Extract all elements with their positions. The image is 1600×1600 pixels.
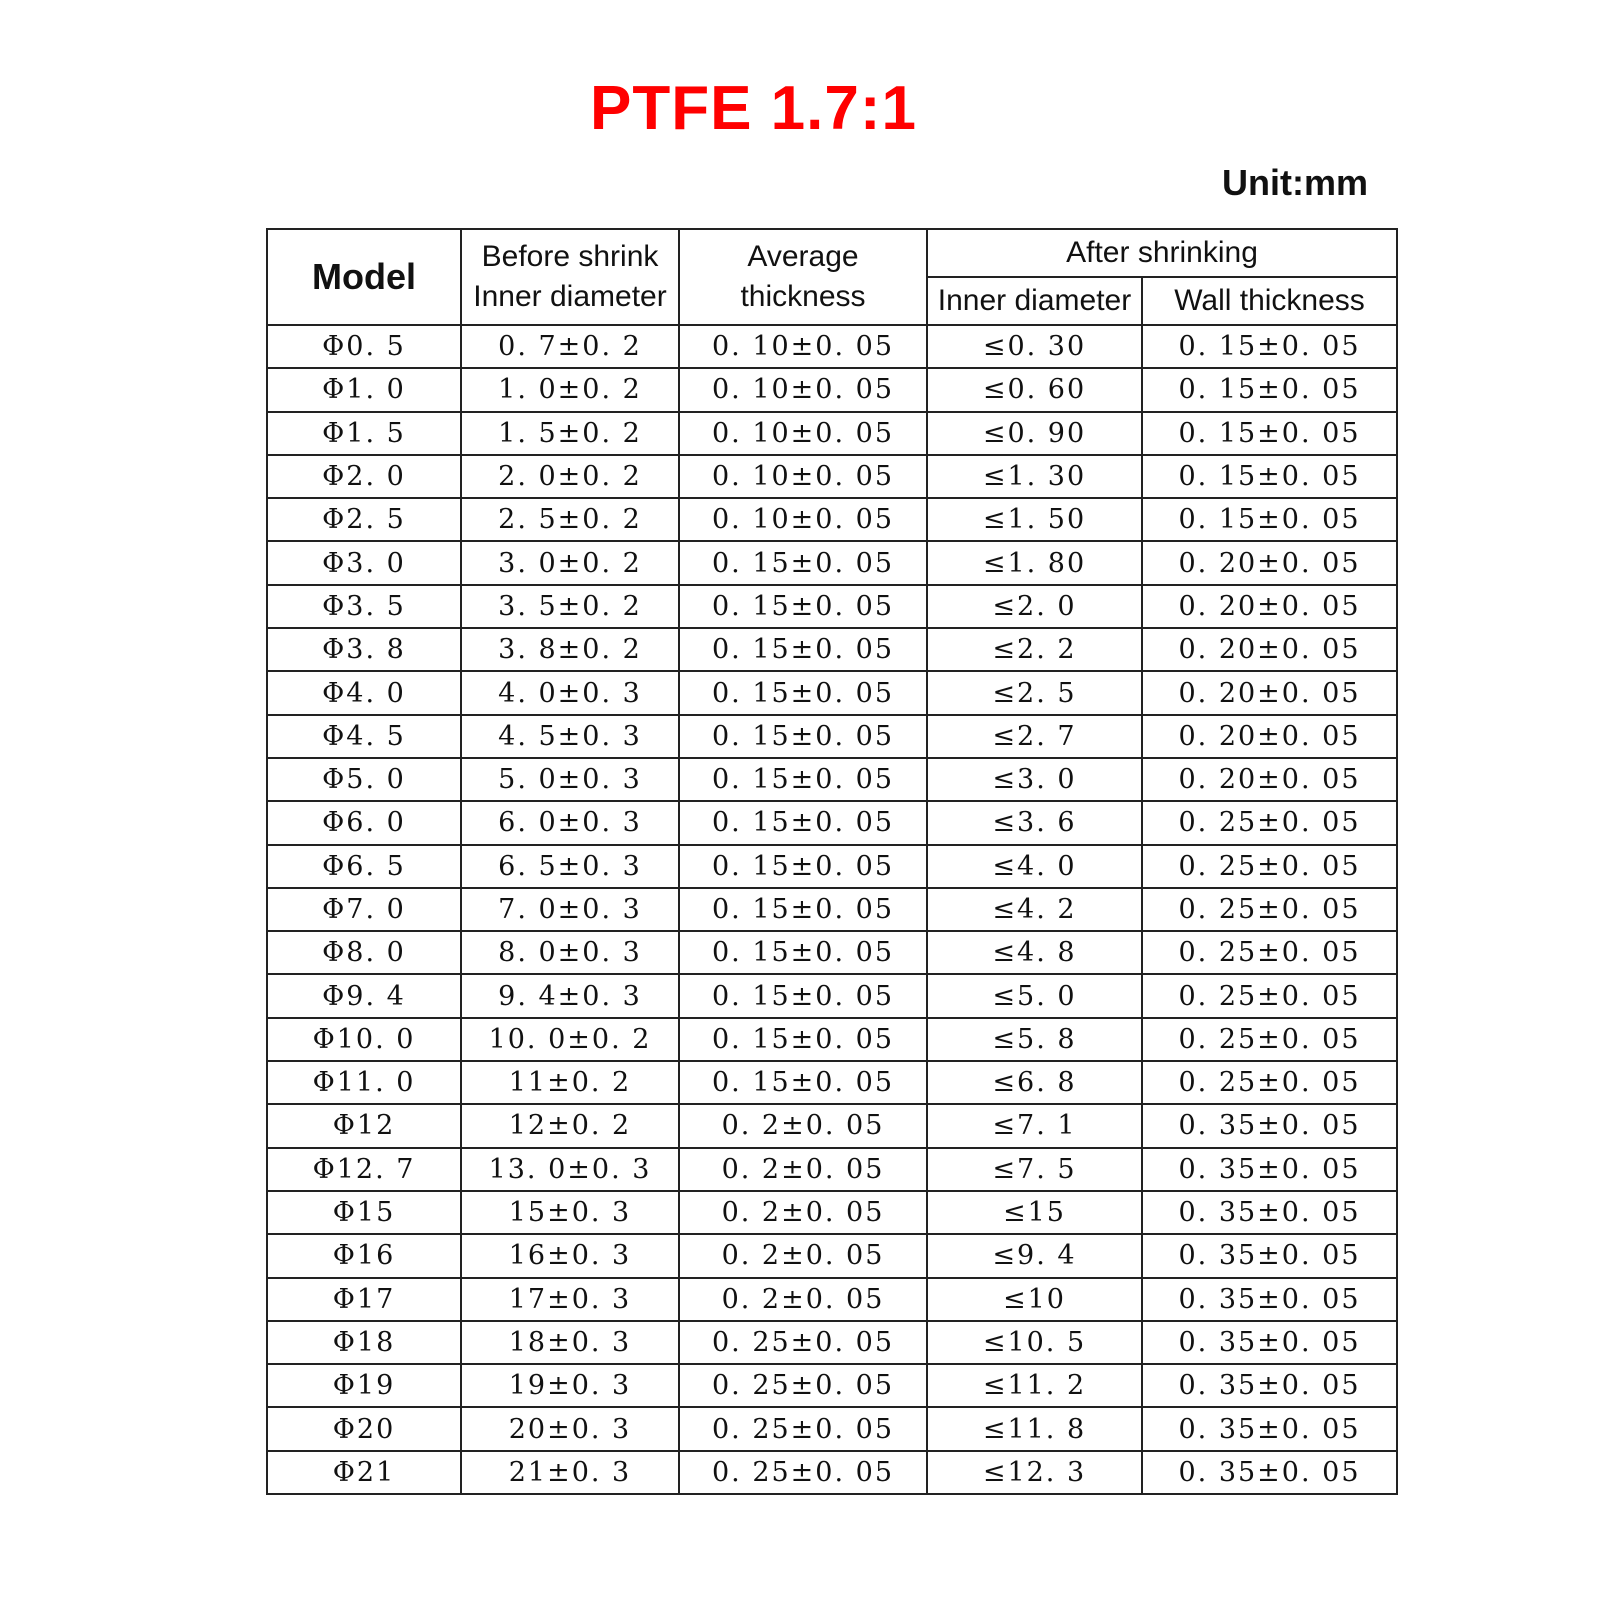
model-cell: Φ6. 5 <box>267 845 461 888</box>
average-thickness-cell: 0. 10±0. 05 <box>679 412 927 455</box>
wall-thickness-cell: 0. 20±0. 05 <box>1142 541 1397 584</box>
before-inner-diameter-cell: 15±0. 3 <box>461 1191 679 1234</box>
header-wall-thickness: Wall thickness <box>1142 277 1397 325</box>
before-inner-diameter-cell: 0. 7±0. 2 <box>461 325 679 368</box>
average-thickness-cell: 0. 15±0. 05 <box>679 585 927 628</box>
after-inner-diameter-cell: ≤2. 5 <box>927 671 1142 714</box>
average-thickness-cell: 0. 25±0. 05 <box>679 1321 927 1364</box>
model-cell: Φ20 <box>267 1407 461 1450</box>
after-inner-diameter-cell: ≤10. 5 <box>927 1321 1142 1364</box>
after-inner-diameter-cell: ≤3. 0 <box>927 758 1142 801</box>
before-inner-diameter-cell: 20±0. 3 <box>461 1407 679 1450</box>
model-cell: Φ11. 0 <box>267 1061 461 1104</box>
after-inner-diameter-cell: ≤1. 80 <box>927 541 1142 584</box>
wall-thickness-cell: 0. 20±0. 05 <box>1142 628 1397 671</box>
average-thickness-cell: 0. 2±0. 05 <box>679 1191 927 1234</box>
wall-thickness-cell: 0. 35±0. 05 <box>1142 1191 1397 1234</box>
wall-thickness-cell: 0. 25±0. 05 <box>1142 974 1397 1017</box>
after-inner-diameter-cell: ≤7. 5 <box>927 1148 1142 1191</box>
after-inner-diameter-cell: ≤2. 7 <box>927 715 1142 758</box>
model-cell: Φ15 <box>267 1191 461 1234</box>
table-row <box>267 671 1397 714</box>
after-inner-diameter-cell: ≤5. 8 <box>927 1018 1142 1061</box>
average-thickness-cell: 0. 25±0. 05 <box>679 1364 927 1407</box>
after-inner-diameter-cell: ≤2. 0 <box>927 585 1142 628</box>
table-row <box>267 845 1397 888</box>
wall-thickness-cell: 0. 20±0. 05 <box>1142 715 1397 758</box>
after-inner-diameter-cell: ≤6. 8 <box>927 1061 1142 1104</box>
after-inner-diameter-cell: ≤15 <box>927 1191 1142 1234</box>
model-cell: Φ0. 5 <box>267 325 461 368</box>
wall-thickness-cell: 0. 15±0. 05 <box>1142 412 1397 455</box>
average-thickness-cell: 0. 15±0. 05 <box>679 1018 927 1061</box>
before-inner-diameter-cell: 3. 8±0. 2 <box>461 628 679 671</box>
average-thickness-cell: 0. 25±0. 05 <box>679 1451 927 1494</box>
before-inner-diameter-cell: 8. 0±0. 3 <box>461 931 679 974</box>
before-inner-diameter-cell: 19±0. 3 <box>461 1364 679 1407</box>
wall-thickness-cell: 0. 20±0. 05 <box>1142 758 1397 801</box>
wall-thickness-cell: 0. 15±0. 05 <box>1142 325 1397 368</box>
header-average-thickness <box>679 229 927 325</box>
after-inner-diameter-cell: ≤12. 3 <box>927 1451 1142 1494</box>
model-cell: Φ3. 5 <box>267 585 461 628</box>
before-inner-diameter-cell: 11±0. 2 <box>461 1061 679 1104</box>
model-cell: Φ2. 0 <box>267 455 461 498</box>
average-thickness-cell: 0. 10±0. 05 <box>679 368 927 411</box>
wall-thickness-cell: 0. 25±0. 05 <box>1142 888 1397 931</box>
table-row <box>267 1278 1397 1321</box>
before-inner-diameter-cell: 3. 0±0. 2 <box>461 541 679 584</box>
table-row <box>267 1407 1397 1450</box>
before-inner-diameter-cell: 13. 0±0. 3 <box>461 1148 679 1191</box>
before-inner-diameter-cell: 3. 5±0. 2 <box>461 585 679 628</box>
wall-thickness-cell: 0. 35±0. 05 <box>1142 1321 1397 1364</box>
after-inner-diameter-cell: ≤0. 30 <box>927 325 1142 368</box>
after-inner-diameter-cell: ≤11. 8 <box>927 1407 1142 1450</box>
model-cell: Φ19 <box>267 1364 461 1407</box>
model-cell: Φ18 <box>267 1321 461 1364</box>
model-cell: Φ16 <box>267 1234 461 1277</box>
table-row <box>267 1018 1397 1061</box>
before-inner-diameter-cell: 6. 5±0. 3 <box>461 845 679 888</box>
after-inner-diameter-cell: ≤4. 2 <box>927 888 1142 931</box>
average-thickness-cell: 0. 10±0. 05 <box>679 325 927 368</box>
before-inner-diameter-cell: 18±0. 3 <box>461 1321 679 1364</box>
average-thickness-cell: 0. 10±0. 05 <box>679 498 927 541</box>
wall-thickness-cell: 0. 35±0. 05 <box>1142 1104 1397 1147</box>
table-row <box>267 1148 1397 1191</box>
model-cell: Φ1. 5 <box>267 412 461 455</box>
model-cell: Φ17 <box>267 1278 461 1321</box>
model-cell: Φ4. 5 <box>267 715 461 758</box>
table-row <box>267 1321 1397 1364</box>
before-inner-diameter-cell: 5. 0±0. 3 <box>461 758 679 801</box>
model-cell: Φ8. 0 <box>267 931 461 974</box>
average-thickness-cell: 0. 15±0. 05 <box>679 801 927 844</box>
table-row <box>267 1234 1397 1277</box>
header-before-shrink-line1: Before shrink <box>481 240 659 273</box>
model-cell: Φ12 <box>267 1104 461 1147</box>
after-inner-diameter-cell: ≤5. 0 <box>927 974 1142 1017</box>
after-inner-diameter-cell: ≤10 <box>927 1278 1142 1321</box>
model-cell: Φ9. 4 <box>267 974 461 1017</box>
average-thickness-cell: 0. 2±0. 05 <box>679 1104 927 1147</box>
average-thickness-cell: 0. 2±0. 05 <box>679 1278 927 1321</box>
spec-table <box>266 228 1398 1495</box>
model-cell: Φ1. 0 <box>267 368 461 411</box>
before-inner-diameter-cell: 17±0. 3 <box>461 1278 679 1321</box>
table-row <box>267 801 1397 844</box>
average-thickness-cell: 0. 2±0. 05 <box>679 1148 927 1191</box>
average-thickness-cell: 0. 15±0. 05 <box>679 974 927 1017</box>
header-row-top <box>267 229 1397 277</box>
before-inner-diameter-cell: 4. 5±0. 3 <box>461 715 679 758</box>
average-thickness-cell: 0. 15±0. 05 <box>679 628 927 671</box>
table-row <box>267 1061 1397 1104</box>
wall-thickness-cell: 0. 35±0. 05 <box>1142 1364 1397 1407</box>
model-cell: Φ10. 0 <box>267 1018 461 1061</box>
model-cell: Φ5. 0 <box>267 758 461 801</box>
before-inner-diameter-cell: 1. 5±0. 2 <box>461 412 679 455</box>
header-average-thickness-line2: thickness <box>740 280 866 313</box>
model-cell: Φ4. 0 <box>267 671 461 714</box>
average-thickness-cell: 0. 25±0. 05 <box>679 1407 927 1450</box>
wall-thickness-cell: 0. 25±0. 05 <box>1142 1018 1397 1061</box>
before-inner-diameter-cell: 16±0. 3 <box>461 1234 679 1277</box>
wall-thickness-cell: 0. 20±0. 05 <box>1142 671 1397 714</box>
wall-thickness-cell: 0. 15±0. 05 <box>1142 498 1397 541</box>
average-thickness-cell: 0. 15±0. 05 <box>679 671 927 714</box>
table-row <box>267 585 1397 628</box>
header-after-shrinking: After shrinking <box>927 229 1397 277</box>
table-row <box>267 455 1397 498</box>
before-inner-diameter-cell: 21±0. 3 <box>461 1451 679 1494</box>
header-after-inner-diameter: Inner diameter <box>927 277 1142 325</box>
before-inner-diameter-cell: 10. 0±0. 2 <box>461 1018 679 1061</box>
average-thickness-cell: 0. 15±0. 05 <box>679 845 927 888</box>
model-cell: Φ7. 0 <box>267 888 461 931</box>
after-inner-diameter-cell: ≤4. 8 <box>927 931 1142 974</box>
average-thickness-cell: 0. 2±0. 05 <box>679 1234 927 1277</box>
table-row <box>267 974 1397 1017</box>
table-row <box>267 1364 1397 1407</box>
header-average-thickness-line1: Average <box>747 240 859 273</box>
table-row <box>267 715 1397 758</box>
model-cell: Φ2. 5 <box>267 498 461 541</box>
table-row <box>267 1104 1397 1147</box>
table-row <box>267 368 1397 411</box>
after-inner-diameter-cell: ≤1. 50 <box>927 498 1142 541</box>
wall-thickness-cell: 0. 15±0. 05 <box>1142 455 1397 498</box>
average-thickness-cell: 0. 15±0. 05 <box>679 1061 927 1104</box>
average-thickness-cell: 0. 15±0. 05 <box>679 931 927 974</box>
before-inner-diameter-cell: 1. 0±0. 2 <box>461 368 679 411</box>
header-before-shrink <box>461 229 679 325</box>
wall-thickness-cell: 0. 20±0. 05 <box>1142 585 1397 628</box>
header-model: Model <box>267 229 461 325</box>
after-inner-diameter-cell: ≤0. 90 <box>927 412 1142 455</box>
wall-thickness-cell: 0. 35±0. 05 <box>1142 1407 1397 1450</box>
page-title: PTFE 1.7:1 <box>590 74 917 143</box>
model-cell: Φ6. 0 <box>267 801 461 844</box>
table-row <box>267 498 1397 541</box>
average-thickness-cell: 0. 15±0. 05 <box>679 888 927 931</box>
table-row <box>267 628 1397 671</box>
table-row <box>267 325 1397 368</box>
after-inner-diameter-cell: ≤11. 2 <box>927 1364 1142 1407</box>
before-inner-diameter-cell: 9. 4±0. 3 <box>461 974 679 1017</box>
table-row <box>267 412 1397 455</box>
wall-thickness-cell: 0. 25±0. 05 <box>1142 845 1397 888</box>
after-inner-diameter-cell: ≤2. 2 <box>927 628 1142 671</box>
wall-thickness-cell: 0. 35±0. 05 <box>1142 1148 1397 1191</box>
before-inner-diameter-cell: 4. 0±0. 3 <box>461 671 679 714</box>
wall-thickness-cell: 0. 15±0. 05 <box>1142 368 1397 411</box>
table-row <box>267 541 1397 584</box>
table-body <box>267 325 1397 1494</box>
after-inner-diameter-cell: ≤7. 1 <box>927 1104 1142 1147</box>
before-inner-diameter-cell: 12±0. 2 <box>461 1104 679 1147</box>
before-inner-diameter-cell: 7. 0±0. 3 <box>461 888 679 931</box>
wall-thickness-cell: 0. 35±0. 05 <box>1142 1234 1397 1277</box>
wall-thickness-cell: 0. 35±0. 05 <box>1142 1451 1397 1494</box>
model-cell: Φ12. 7 <box>267 1148 461 1191</box>
after-inner-diameter-cell: ≤9. 4 <box>927 1234 1142 1277</box>
average-thickness-cell: 0. 15±0. 05 <box>679 758 927 801</box>
wall-thickness-cell: 0. 25±0. 05 <box>1142 931 1397 974</box>
model-cell: Φ3. 8 <box>267 628 461 671</box>
unit-label: Unit:mm <box>1222 162 1368 203</box>
model-cell: Φ21 <box>267 1451 461 1494</box>
average-thickness-cell: 0. 15±0. 05 <box>679 541 927 584</box>
wall-thickness-cell: 0. 25±0. 05 <box>1142 1061 1397 1104</box>
before-inner-diameter-cell: 6. 0±0. 3 <box>461 801 679 844</box>
model-cell: Φ3. 0 <box>267 541 461 584</box>
table-header <box>267 229 1397 325</box>
before-inner-diameter-cell: 2. 0±0. 2 <box>461 455 679 498</box>
header-before-shrink-line2: Inner diameter <box>473 280 667 313</box>
table-row <box>267 758 1397 801</box>
before-inner-diameter-cell: 2. 5±0. 2 <box>461 498 679 541</box>
table-row <box>267 931 1397 974</box>
average-thickness-cell: 0. 15±0. 05 <box>679 715 927 758</box>
after-inner-diameter-cell: ≤4. 0 <box>927 845 1142 888</box>
table-row <box>267 1191 1397 1234</box>
wall-thickness-cell: 0. 35±0. 05 <box>1142 1278 1397 1321</box>
table-row <box>267 1451 1397 1494</box>
after-inner-diameter-cell: ≤1. 30 <box>927 455 1142 498</box>
wall-thickness-cell: 0. 25±0. 05 <box>1142 801 1397 844</box>
after-inner-diameter-cell: ≤3. 6 <box>927 801 1142 844</box>
table-row <box>267 888 1397 931</box>
average-thickness-cell: 0. 10±0. 05 <box>679 455 927 498</box>
after-inner-diameter-cell: ≤0. 60 <box>927 368 1142 411</box>
